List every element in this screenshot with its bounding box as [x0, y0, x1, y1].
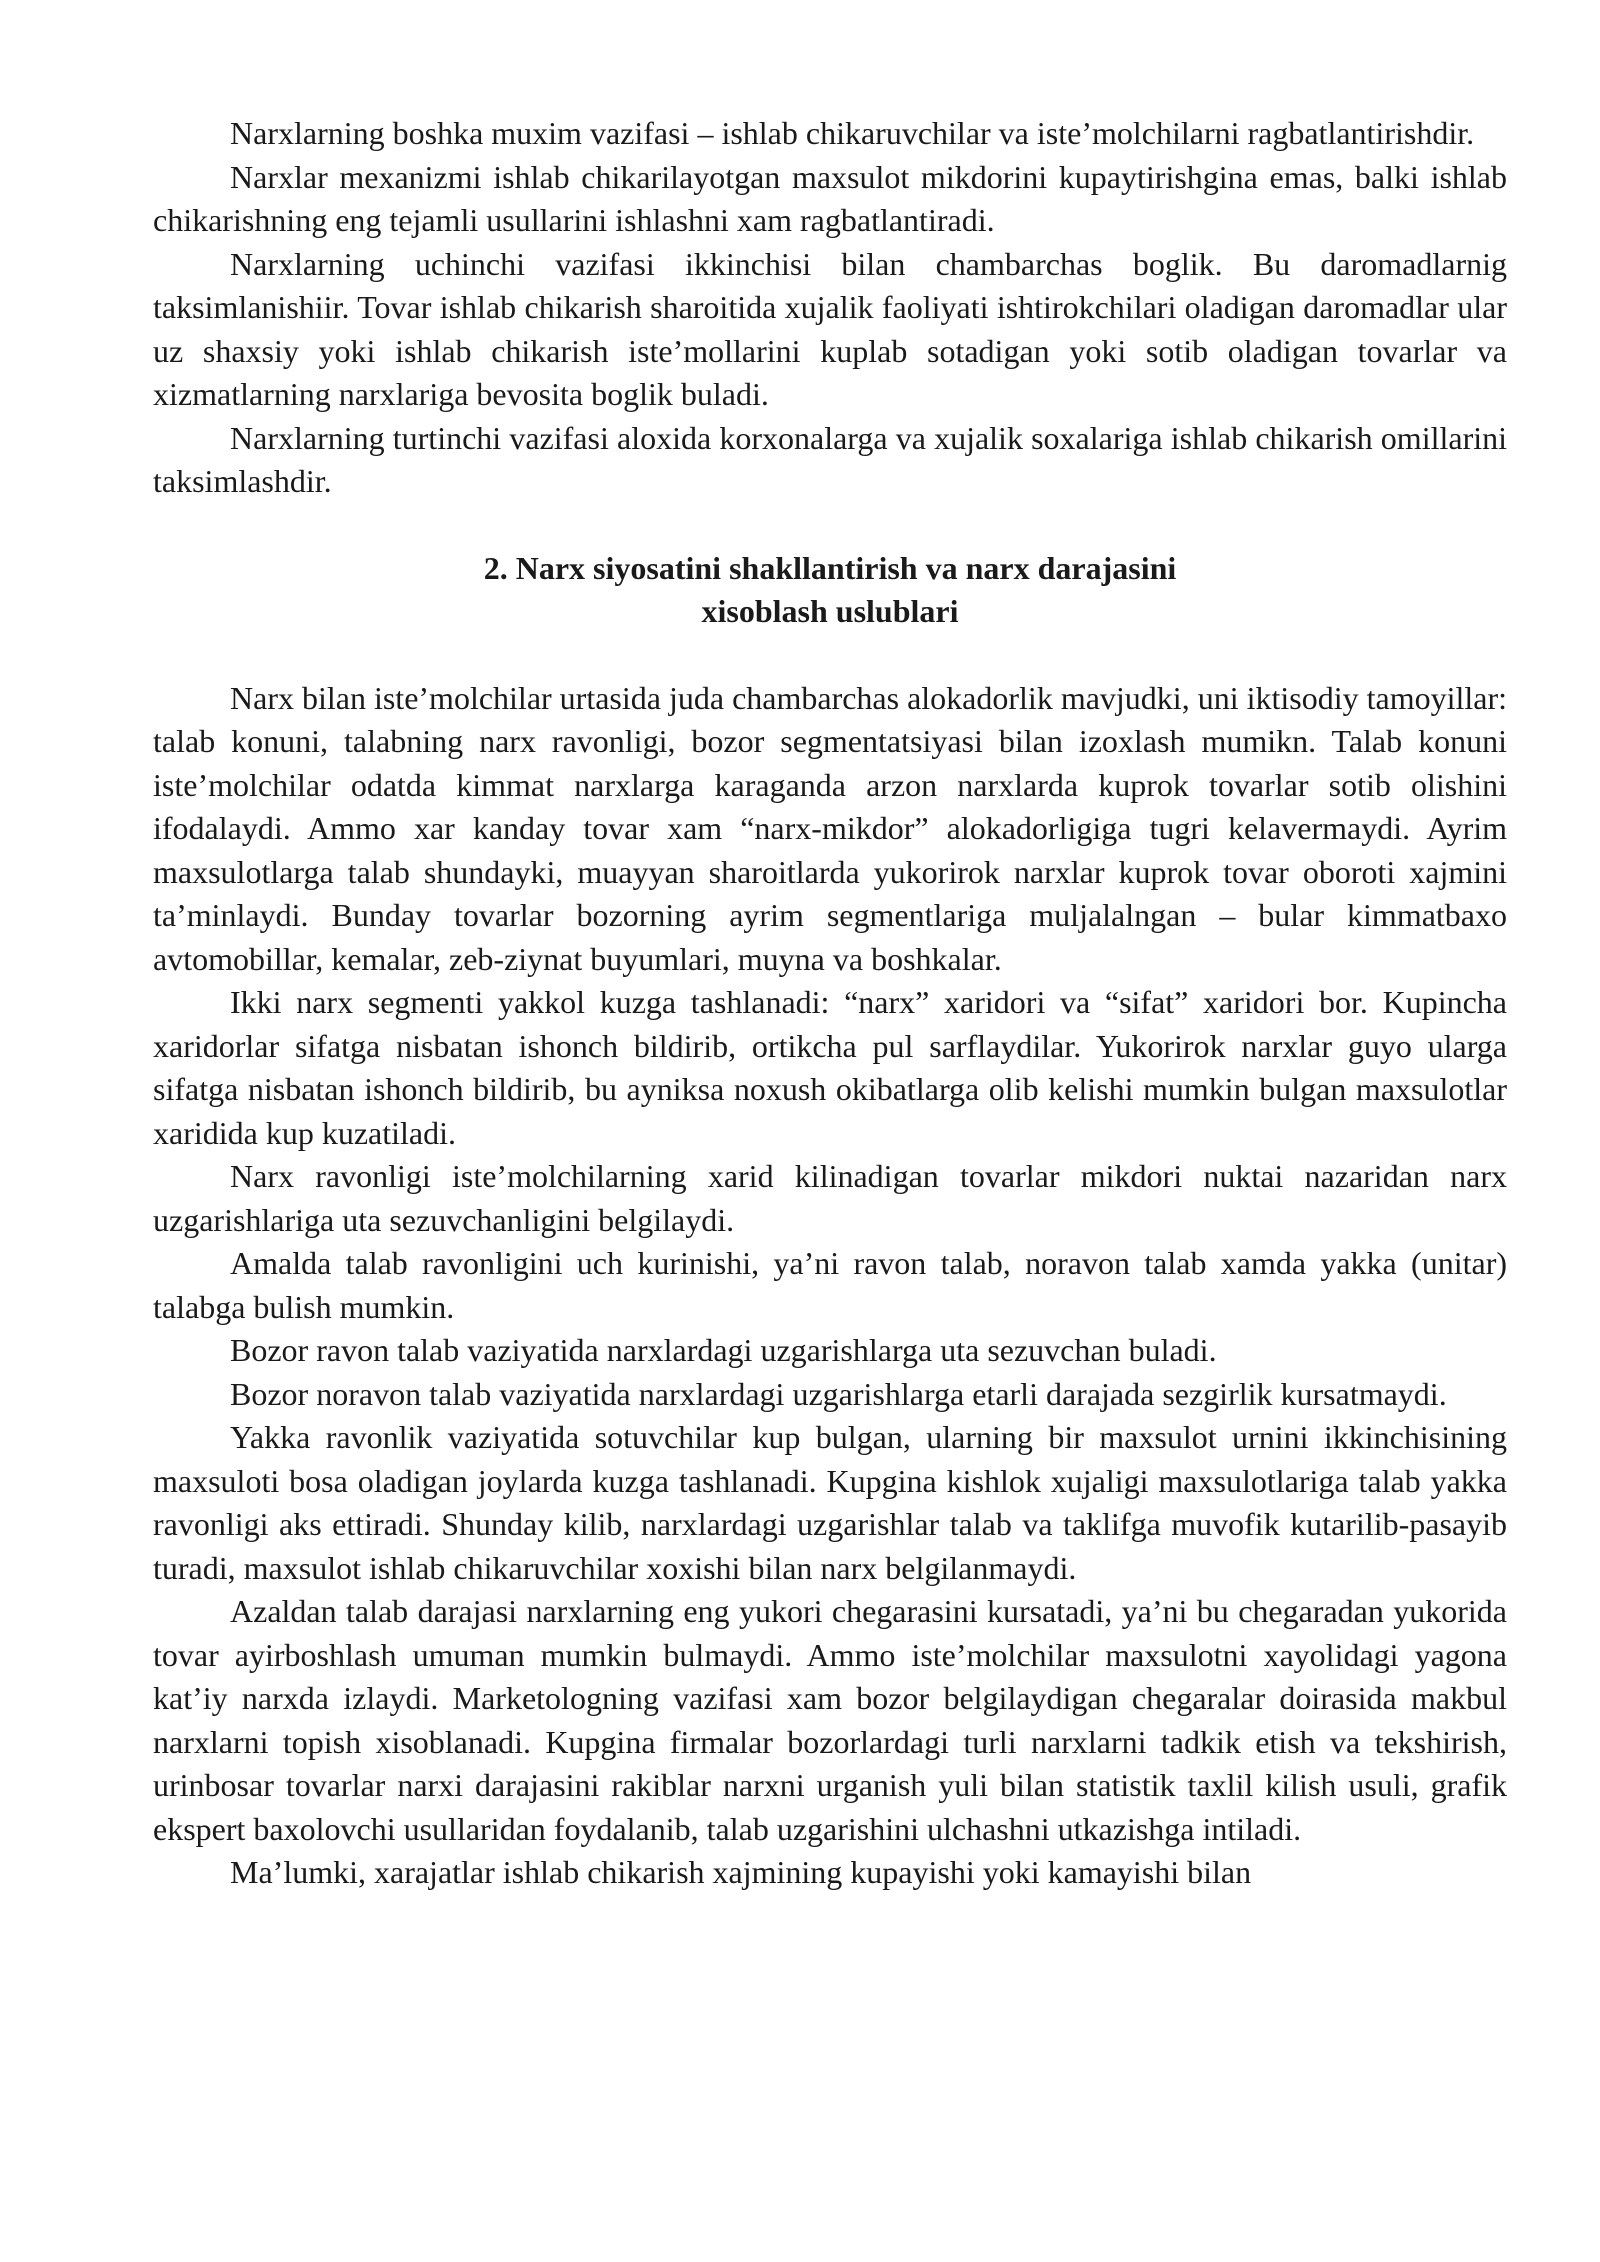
- body-paragraph-3: Narx ravonligi iste’molchilarning xarid kilinadigan tovarlar mikdori nuktai nazaridan narx uzgarishlariga uta sezuvchanligini belgilaydi.: [153, 1158, 1507, 1238]
- body-paragraph-2: Ikki narx segmenti yakkol kuzga tashlanadi: “narx” xaridori va “sifat” xaridori bor. Kupincha xaridorlar sifatga nisbatan ishonch bildirib, ortikcha pul sarflaydilar. Yukorirok narxlar guyo ularga sifatga nisbatan ishonch bildirib, bu ayniksa noxush okibatlarga olib kelishi mumkin bulgan maxsulotlar xaridida kup kuzatiladi.: [153, 984, 1507, 1151]
- intro-paragraph-3: Narxlarning uchinchi vazifasi ikkinchisi bilan chambarchas boglik. Bu daromadlarnig taksimlanishiir. Tovar ishlab chikarish sharoitida xujalik faoliyati ishtirokchilari oladigan daromadlar ular uz shaxsiy yoki ishlab chikarish iste’mollarini kuplab sotadigan yoki sotib oladigan tovarlar va xizmatlarning narxlariga bevosita boglik buladi.: [153, 245, 1507, 412]
- body-paragraph-9: Ma’lumki, xarajatlar ishlab chikarish xajmining kupayishi yoki kamayishi bilan: [230, 1854, 1252, 1890]
- document-page: [153, 112, 1507, 1895]
- body-paragraph-8: Azaldan talab darajasi narxlarning eng yukori chegarasini kursatadi, ya’ni bu chegaradan yukorida tovar ayirboshlash umuman mumkin bulmaydi. Ammo iste’molchilar maxsulotni xayolidagi yagona kat’iy narxda izlaydi. Marketologning vazifasi xam bozor belgilaydigan chegaralar doirasida makbul narxlarni topish xisoblanadi. Kupgina firmalar bozorlardagi turli narxlarni tadkik etish va tekshirish, urinbosar tovarlar narxi darajasini rakiblar narxni urganish yuli bilan statistik taxlil kilish usuli, grafik ekspert baxolovchi usullaridan foydalanib, talab uzgarishini ulchashni utkazishga intiladi.: [153, 1593, 1507, 1847]
- section-heading-line-2: xisoblash uslublari: [701, 593, 959, 629]
- section-heading: [153, 504, 1507, 677]
- body-paragraph-1: Narx bilan iste’molchilar urtasida juda chambarchas alokadorlik mavjudki, uni iktisodiy tamoyillar: talab konuni, talabning narx ravonligi, bozor segmentatsiyasi bilan izoxlash mumikn. Talab konuni iste’molchilar odatda kimmat narxlarga karaganda arzon narxlarda kuprok tovarlar sotib olishini ifodalaydi. Ammo xar kanday tovar xam “narx-mikdor” alokadorligiga tugri kelavermaydi. Ayrim maxsulotlarga talab shundayki, muayyan sharoitlarda yukorirok narxlar kuprok tovar oboroti xajmini ta’minlaydi. Bunday tovarlar bozorning ayrim segmentlariga muljalalngan – bular kimmatbaxo avtomobillar, kemalar, zeb-ziynat buyumlari, muyna va boshkalar.: [153, 679, 1507, 977]
- body-paragraph-7: Yakka ravonlik vaziyatida sotuvchilar kup bulgan, ularning bir maxsulot urnini ikkinchisining maxsuloti bosa oladigan joylarda kuzga tashlanadi. Kupgina kishlok xujaligi maxsulotlariga talab yakka ravonligi aks ettiradi. Shunday kilib, narxlardagi uzgarishlar talab va taklifga muvofik kutarilib-pasayib turadi, maxsulot ishlab chikaruvchilar xoxishi bilan narx belgilanmaydi.: [153, 1419, 1507, 1586]
- body-paragraph-4: Amalda talab ravonligini uch kurinishi, ya’ni ravon talab, noravon talab xamda yakka (unitar) talabga bulish mumkin.: [153, 1245, 1507, 1325]
- body-paragraph-5: Bozor ravon talab vaziyatida narxlardagi uzgarishlarga uta sezuvchan buladi.: [230, 1332, 1217, 1368]
- section-heading-line-1: 2. Narx siyosatini shakllantirish va narx darajasini: [483, 549, 1177, 586]
- intro-paragraph-4: Narxlarning turtinchi vazifasi aloxida korxonalarga va xujalik soxalariga ishlab chikarish omillarini taksimlashdir.: [153, 419, 1507, 499]
- intro-paragraph-2: Narxlar mexanizmi ishlab chikarilayotgan maxsulot mikdorini kupaytirishgina emas, balki ishlab chikarishning eng tejamli usullarini ishlashni xam ragbatlantiradi.: [153, 158, 1507, 238]
- intro-paragraph-1: Narxlarning boshka muxim vazifasi – ishlab chikaruvchilar va iste’molchilarni ragbatlantirishdir.: [230, 115, 1475, 151]
- body-paragraph-6: Bozor noravon talab vaziyatida narxlardagi uzgarishlarga etarli darajada sezgirlik kursatmaydi.: [230, 1375, 1447, 1412]
